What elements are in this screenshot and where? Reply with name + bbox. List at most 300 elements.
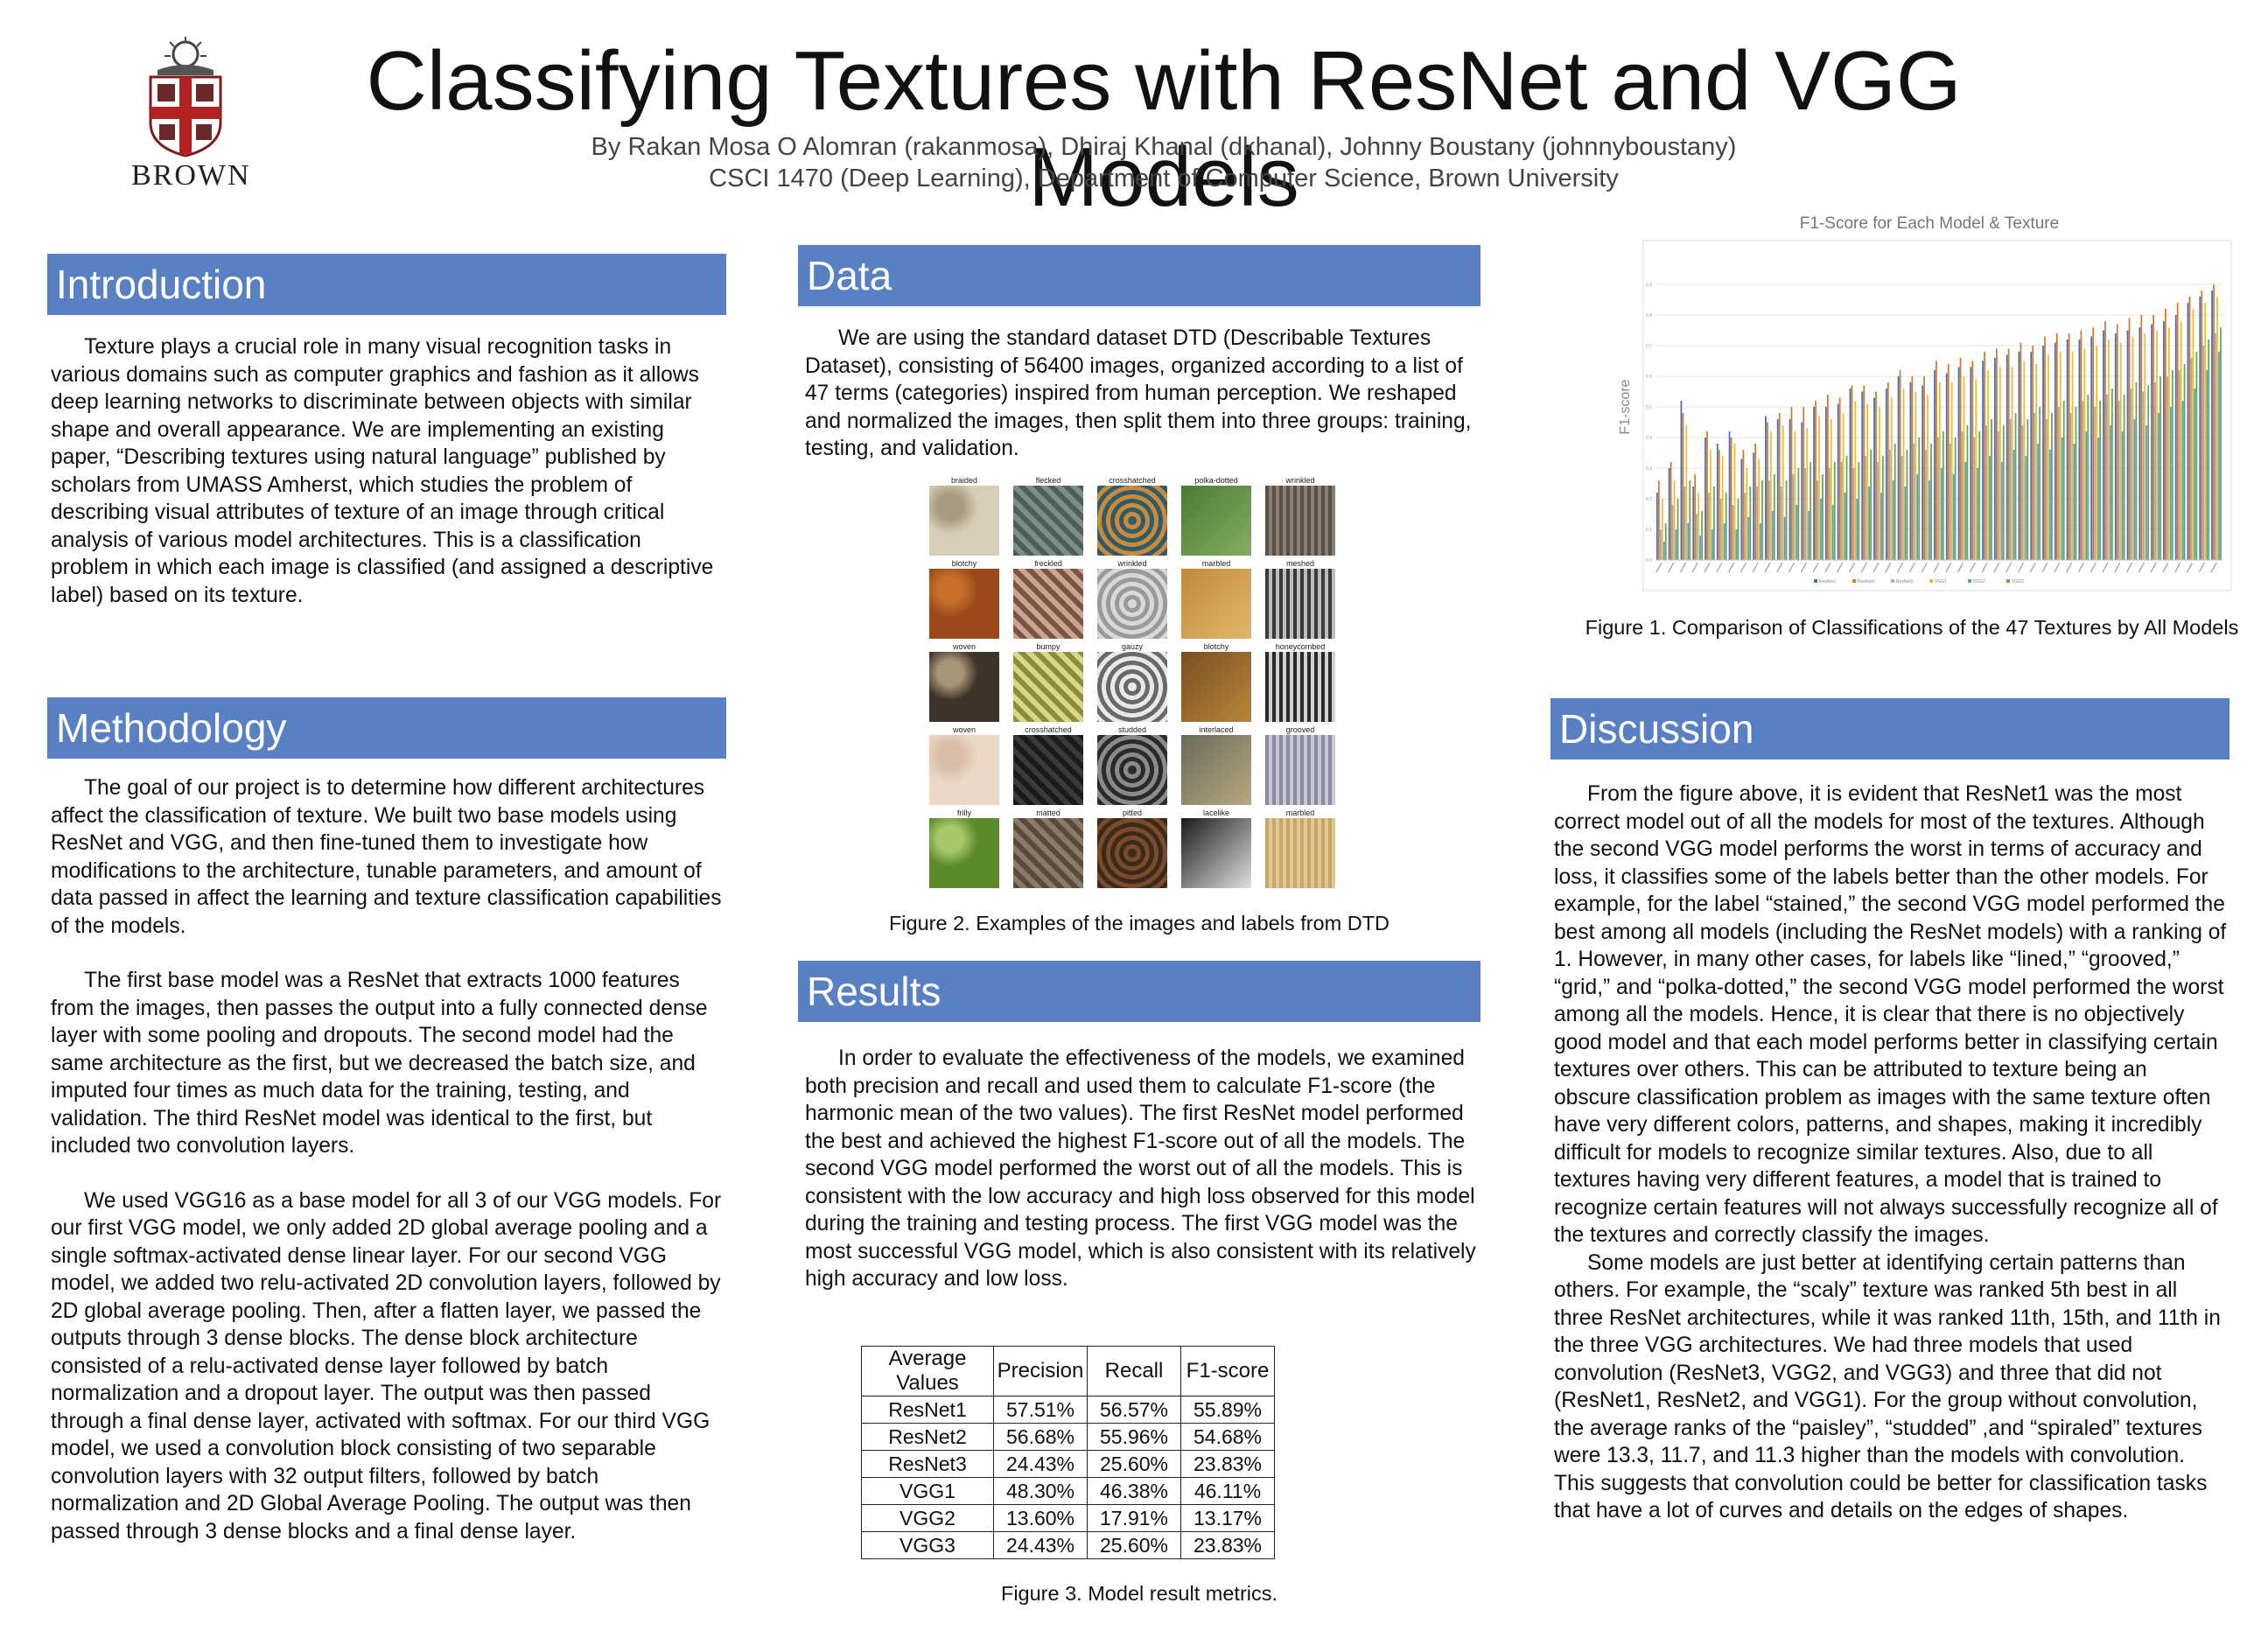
chart-bar bbox=[2025, 456, 2026, 560]
table-row bbox=[862, 1396, 1275, 1424]
chart-bar bbox=[2082, 401, 2083, 560]
chart-bar bbox=[1939, 382, 1941, 560]
chart-bar bbox=[2056, 333, 2058, 560]
chart-bar bbox=[1982, 361, 1984, 561]
chart-bar bbox=[1677, 499, 1679, 560]
chart-bar bbox=[1685, 425, 1687, 560]
chart-y-tick-label: 0.6 bbox=[1646, 374, 1652, 380]
table-cell: ResNet2 bbox=[862, 1424, 994, 1451]
chart-bar bbox=[2068, 333, 2070, 560]
chart-bar bbox=[1665, 523, 1667, 560]
brown-logo bbox=[131, 35, 251, 197]
chart-bar bbox=[1850, 388, 1852, 560]
table-row bbox=[862, 1505, 1275, 1532]
chart-bar bbox=[1784, 517, 1786, 560]
texture-example bbox=[1181, 724, 1251, 805]
chart-bar bbox=[1875, 392, 1877, 561]
table-cell: ResNet3 bbox=[862, 1451, 994, 1478]
table-cell: 56.57% bbox=[1088, 1396, 1181, 1424]
chart-bar bbox=[1922, 386, 1923, 561]
chart-bar bbox=[1891, 398, 1893, 561]
chart-bar bbox=[2054, 343, 2056, 561]
chart-bar bbox=[2175, 315, 2177, 560]
chart-bar bbox=[2042, 346, 2044, 560]
table-cell: VGG3 bbox=[862, 1532, 994, 1559]
texture-label: gauzy bbox=[1121, 642, 1144, 651]
texture-image bbox=[1013, 486, 1083, 556]
texture-label: meshed bbox=[1285, 559, 1315, 568]
chart-bar bbox=[2106, 395, 2108, 560]
texture-example bbox=[1097, 475, 1167, 556]
texture-example bbox=[1265, 558, 1335, 639]
chart-bar bbox=[1804, 468, 1806, 560]
texture-label: polka-dotted bbox=[1194, 476, 1238, 485]
chart-bar bbox=[2202, 346, 2204, 560]
table-cell: 56.68% bbox=[994, 1424, 1088, 1451]
chart-bar bbox=[2058, 407, 2060, 560]
chart-y-tick-label: 0.8 bbox=[1646, 313, 1652, 318]
chart-bar bbox=[1909, 382, 1911, 560]
table-row bbox=[862, 1478, 1275, 1505]
chart-bar bbox=[1975, 380, 1977, 561]
chart-bar bbox=[2134, 419, 2136, 560]
methodology-paragraph: The goal of our project is to determine how different architectures affect the classification of texture. We built two base models using ResNet and VGG, and then fine-tuned them to investigate how modifications to the architecture, tunable parameters, and amount of data passed in affect the learning and texture classification capabilities of the models. bbox=[51, 776, 722, 938]
chart-legend-swatch bbox=[1968, 579, 1971, 583]
chart-legend-swatch bbox=[1814, 579, 1817, 583]
chart-bar bbox=[1663, 542, 1665, 560]
figure1-caption: Figure 1. Comparison of Classifications of the 47 Textures by All Models bbox=[1585, 616, 2239, 639]
chart-bar bbox=[1996, 349, 1998, 561]
chart-bar bbox=[2013, 450, 2015, 560]
chart-y-tick-label: 0.3 bbox=[1646, 466, 1652, 472]
chart-bar bbox=[1841, 462, 1843, 560]
texture-label: wrinkled bbox=[1117, 559, 1147, 568]
table-cell: 13.17% bbox=[1181, 1505, 1275, 1532]
chart-title: F1-Score for Each Model & Texture bbox=[1799, 214, 2060, 233]
chart-bar bbox=[1971, 361, 1973, 561]
chart-legend-swatch bbox=[2006, 579, 2010, 583]
chart-bar bbox=[1827, 395, 1829, 560]
chart-bar bbox=[2111, 388, 2113, 560]
chart-bar bbox=[2037, 444, 2039, 560]
texture-example bbox=[1181, 558, 1251, 639]
texture-image bbox=[1265, 486, 1335, 556]
chart-bar bbox=[1965, 462, 1967, 560]
chart-legend-swatch bbox=[1852, 579, 1856, 583]
chart-bar bbox=[1987, 370, 1989, 560]
chart-bar bbox=[1900, 370, 1901, 560]
chart-bar bbox=[2094, 407, 2096, 560]
chart-bar bbox=[1967, 425, 1969, 560]
chart-bar bbox=[1866, 404, 1868, 561]
chart-bar bbox=[2220, 327, 2222, 560]
chart-bar bbox=[1696, 514, 1698, 561]
chart-bar bbox=[2044, 337, 2046, 561]
chart-bar bbox=[1905, 486, 1907, 560]
results-paragraph: In order to evaluate the effectiveness of the models, we examined both precision and recall and used them to calculate F1-score (the harmonic mean of the two values). The first ResNet model performed the best and achieved the highest F1-score out of all the models. The second VGG model performed the worst out of all the models. This is consistent with the low accuracy and high loss observed for this model during the training and testing process. The first VGG model was the most successful VGG model, which is also consistent with its relatively high accuracy and low loss. bbox=[805, 1046, 1476, 1291]
discussion-paragraph: Some models are just better at identifying certain patterns than others. For example, the “scaly” texture was ranked 5th best in all three ResNet architectures, while it was ranked 11th, 15th, and 11th in the three VGG architectures. We had three models that used convolution (ResNet3, VGG2, and VGG3) and three that did not (ResNet1, ResNet2, and VGG1). For the group without convolution, the average ranks of the “paisley”, “studded” ,and “spiraled” textures were 13.3, 11.7, and 11.3 higher than the models with convolution. This suggests that convolution could be better for classification tasks that have a lot of curves and details on the edges of shapes. bbox=[1554, 1250, 2221, 1522]
chart-bar bbox=[1662, 499, 1663, 560]
texture-label: grooved bbox=[1285, 725, 1315, 734]
chart-y-tick-label: 0.9 bbox=[1646, 283, 1652, 288]
chart-bar bbox=[1706, 431, 1708, 560]
chart-bar bbox=[2062, 438, 2063, 560]
texture-label: lacelike bbox=[1202, 808, 1229, 817]
chart-bar bbox=[2166, 376, 2168, 560]
introduction-body bbox=[51, 333, 724, 609]
table-row bbox=[862, 1451, 1275, 1478]
chart-legend-label: VGG2 bbox=[1973, 579, 1985, 584]
chart-bar bbox=[1749, 486, 1751, 560]
chart-bar bbox=[2146, 425, 2147, 560]
chart-bar bbox=[2136, 382, 2138, 560]
f1-score-chart-svg bbox=[1619, 206, 2240, 599]
chart-bar bbox=[1894, 444, 1896, 560]
chart-bar bbox=[2172, 370, 2174, 560]
table-cell: 48.30% bbox=[994, 1478, 1088, 1505]
chart-bar bbox=[2117, 325, 2118, 561]
chart-bar bbox=[1816, 480, 1818, 560]
texture-example bbox=[929, 641, 999, 722]
texture-example bbox=[1181, 808, 1251, 888]
chart-bar bbox=[1880, 493, 1882, 560]
chart-bar bbox=[2048, 355, 2049, 561]
chart-bar bbox=[2120, 343, 2122, 561]
chart-bar bbox=[1746, 468, 1747, 560]
chart-bar bbox=[2115, 333, 2117, 560]
chart-bar bbox=[1770, 431, 1772, 560]
chart-bar bbox=[2177, 303, 2179, 560]
chart-bar bbox=[2218, 352, 2220, 560]
affiliation: CSCI 1470 (Deep Learning), Department of Computer Science, Brown University bbox=[709, 164, 1619, 192]
chart-bar bbox=[1798, 468, 1800, 560]
chart-y-tick-label: 0.1 bbox=[1646, 528, 1652, 533]
texture-image bbox=[929, 735, 999, 805]
chart-bar bbox=[2022, 425, 2024, 560]
chart-bar bbox=[2090, 337, 2092, 561]
table-cell: 13.60% bbox=[994, 1505, 1088, 1532]
table-header-cell: Recall bbox=[1088, 1347, 1181, 1396]
texture-example bbox=[1097, 724, 1167, 805]
chart-bar bbox=[1736, 529, 1738, 560]
chart-bar bbox=[1656, 493, 1658, 560]
introduction-paragraph: Texture plays a crucial role in many visual recognition tasks in various domains such as computer graphics and fashion as it allows deep learning networks to discriminate between objects with similar shape and overall appearance. We are implementing an existing paper, “Describing textures using natural language” published by scholars from UMASS Amherst, which studies the problem of describing visual attributes of texture of an image through critical analysis of various model architectures. This is a classification problem in which each image is classified (and assigned a descriptive label) based on its texture. bbox=[51, 335, 714, 607]
chart-bar bbox=[2039, 407, 2040, 560]
texture-example bbox=[929, 724, 999, 805]
texture-image bbox=[1097, 569, 1167, 639]
chart-y-tick-label: 0.5 bbox=[1646, 405, 1652, 410]
chart-bar bbox=[2026, 419, 2028, 560]
chart-bar bbox=[1973, 438, 1975, 560]
chart-bar bbox=[1879, 407, 1880, 560]
chart-bar bbox=[2104, 321, 2106, 560]
poster-title: Classifying Textures with ResNet and VGG Models bbox=[366, 34, 1962, 224]
chart-bar bbox=[2015, 413, 2017, 560]
table-cell: 23.83% bbox=[1181, 1532, 1275, 1559]
chart-bar bbox=[1699, 536, 1701, 560]
texture-image bbox=[1013, 569, 1083, 639]
methodology-paragraph: We used VGG16 as a base model for all 3 of our VGG models. For our first VGG model, we only added 2D global average pooling and a single softmax-activated dense linear layer. For our second VGG model, we added two relu-activated 2D convolution layers, followed by 2D global average pooling. Then, after a flatten layer, we passed the outputs through 3 dense blocks. The dense block architecture consisted of a relu-activated dense layer followed by batch normalization and a dropout layer. The output was then passed through a final dense layer, activated with softmax. For our third VGG model, we used a convolution block consisting of two separable convolution layers with 32 output filters, followed by batch normalization and 2D Global Average Pooling. The output was then passed through 3 dense blocks and a final dense layer. bbox=[51, 1188, 722, 1544]
texture-image bbox=[1265, 569, 1335, 639]
chart-bar bbox=[2024, 361, 2026, 561]
chart-y-tick-label: 0.4 bbox=[1646, 436, 1652, 441]
chart-bar bbox=[1958, 368, 1960, 561]
texture-label: braided bbox=[950, 476, 978, 485]
texture-image bbox=[1181, 569, 1251, 639]
texture-label: interlaced bbox=[1199, 725, 1234, 734]
chart-bar bbox=[1712, 529, 1713, 560]
chart-bar bbox=[1740, 459, 1742, 561]
chart-bar bbox=[1825, 407, 1827, 560]
chart-bar bbox=[1670, 462, 1672, 560]
chart-bar bbox=[1768, 480, 1770, 560]
chart-bar bbox=[2147, 386, 2149, 561]
chart-legend-label: VGG1 bbox=[1935, 579, 1947, 584]
chart-bar bbox=[2001, 462, 2003, 560]
table-cell: 55.96% bbox=[1088, 1424, 1181, 1451]
texture-label: crosshatched bbox=[1025, 725, 1072, 734]
chart-bar bbox=[2191, 358, 2193, 560]
chart-bar bbox=[2008, 349, 2010, 561]
chart-bar bbox=[1937, 438, 1939, 560]
texture-label: studded bbox=[1117, 725, 1147, 734]
table-cell: 17.91% bbox=[1088, 1505, 1181, 1532]
chart-legend-swatch bbox=[1929, 579, 1933, 583]
chart-bar bbox=[1747, 517, 1749, 560]
chart-bar bbox=[1942, 431, 1944, 560]
chart-bar bbox=[1870, 450, 1872, 560]
chart-bar bbox=[2216, 297, 2218, 560]
texture-example bbox=[1265, 475, 1335, 556]
chart-bar bbox=[2208, 340, 2209, 560]
chart-bar bbox=[1731, 438, 1732, 560]
chart-y-tick-label: 0.7 bbox=[1646, 344, 1652, 349]
chart-bar bbox=[1846, 456, 1848, 560]
chart-bar bbox=[2189, 297, 2191, 560]
texture-example bbox=[1265, 808, 1335, 888]
chart-bar bbox=[2142, 392, 2144, 561]
chart-bar bbox=[2193, 309, 2194, 560]
chart-legend-label: VGG3 bbox=[2012, 579, 2024, 584]
texture-label: blotchy bbox=[1203, 642, 1229, 651]
chart-bar bbox=[1760, 523, 1761, 560]
discussion-paragraph: From the figure above, it is evident that ResNet1 was the most correct model out of all the models for most of the textures. Although the second VGG model performs the worst in terms of accuracy and loss, it classifies some of the labels better than the other models. For example, for the label “stained,” the second VGG model performed the best among all models (including the ResNet models) with a ranking of 1. However, in many other cases, for labels like “lined,” “grooved,” “grid,” and “polka-dotted,” the second VGG model performed the worst among all the models. Hence, it is clear that there is no objectively good model and that each model performs better in classifying certain textures over others. This can be attributed to texture being an obscure classification problem as images with the same texture often have very different colors, patterns, and shapes, making it incredibly difficult for models to recognize similar textures. Also, due to all textures having very different features, a model that is trained to recognize certain features will not always successfully recognize all of the textures and correctly classify the images. bbox=[1554, 782, 2227, 1247]
table-cell: 24.43% bbox=[994, 1532, 1088, 1559]
texture-example bbox=[1097, 641, 1167, 722]
chart-bar bbox=[2194, 388, 2196, 560]
chart-bar bbox=[2131, 388, 2132, 560]
chart-bar bbox=[2184, 364, 2186, 560]
chart-bar bbox=[1779, 413, 1781, 560]
texture-label: marbled bbox=[1285, 808, 1315, 817]
metrics-table bbox=[861, 1346, 1275, 1559]
texture-example bbox=[1097, 558, 1167, 639]
chart-bar bbox=[2067, 340, 2068, 560]
texture-label: frilly bbox=[957, 808, 971, 817]
chart-bar bbox=[2079, 340, 2081, 560]
table-header-cell: Average Values bbox=[862, 1347, 994, 1396]
chart-bar bbox=[1962, 431, 1964, 560]
table-cell: 25.60% bbox=[1088, 1451, 1181, 1478]
chart-bar bbox=[1753, 453, 1754, 561]
chart-bar bbox=[1853, 468, 1855, 560]
chart-bar bbox=[2030, 352, 2032, 560]
texture-example bbox=[929, 558, 999, 639]
chart-bar bbox=[2122, 431, 2124, 560]
chart-bar bbox=[2019, 352, 2020, 560]
table-cell: 46.38% bbox=[1088, 1478, 1181, 1505]
chart-bar bbox=[2152, 315, 2154, 560]
chart-legend-label: ResNet2 bbox=[1858, 579, 1875, 584]
chart-bar bbox=[1772, 511, 1774, 560]
chart-bar bbox=[2074, 444, 2076, 560]
chart-bar bbox=[2080, 331, 2082, 561]
texture-label: blotchy bbox=[951, 559, 977, 568]
chart-bar bbox=[2140, 315, 2142, 560]
texture-examples-grid bbox=[929, 475, 1349, 891]
table-cell: 57.51% bbox=[994, 1396, 1088, 1424]
chart-bar bbox=[1786, 480, 1788, 560]
data-body bbox=[805, 325, 1479, 463]
chart-bar bbox=[1683, 413, 1684, 560]
chart-bar bbox=[1948, 364, 1950, 560]
discussion-heading: Discussion bbox=[1550, 698, 2230, 760]
chart-bar bbox=[1758, 459, 1760, 561]
chart-bar bbox=[1854, 401, 1856, 560]
texture-image bbox=[1097, 818, 1167, 888]
texture-image bbox=[929, 486, 999, 556]
chart-bar bbox=[2188, 303, 2189, 560]
chart-bar bbox=[1822, 474, 1824, 560]
chart-bar bbox=[1813, 407, 1815, 560]
chart-bar bbox=[1738, 499, 1740, 560]
chart-bar bbox=[2020, 343, 2022, 561]
chart-bar bbox=[2206, 370, 2208, 560]
chart-bar bbox=[2070, 413, 2072, 560]
chart-bar bbox=[2108, 340, 2110, 560]
texture-image bbox=[1265, 652, 1335, 722]
chart-bar bbox=[2085, 431, 2087, 560]
texture-example bbox=[1013, 724, 1083, 805]
chart-bar bbox=[1882, 456, 1884, 560]
chart-bar bbox=[2160, 376, 2161, 560]
texture-label: flecked bbox=[1035, 476, 1061, 485]
discussion-body bbox=[1554, 780, 2228, 1525]
texture-image bbox=[1265, 735, 1335, 805]
chart-bar bbox=[1674, 480, 1676, 560]
chart-bar bbox=[1796, 505, 1798, 560]
chart-bar bbox=[2211, 290, 2213, 560]
table-row bbox=[862, 1532, 1275, 1559]
texture-image bbox=[1097, 652, 1167, 722]
texture-example bbox=[1013, 558, 1083, 639]
methodology-paragraph: The first base model was a ResNet that extracts 1000 features from the images, then passes the output into a fully connected dense layer with some pooling and dropouts. The second model had the same architecture as the first, but we decreased the batch size, and imputed four times as much data for the training, testing, and validation. The third ResNet model was identical to the first, but included two convolution layers. bbox=[51, 969, 708, 1158]
chart-bar bbox=[2215, 333, 2216, 560]
chart-bar bbox=[2103, 331, 2104, 561]
chart-bar bbox=[1916, 474, 1918, 560]
chart-bar bbox=[2110, 425, 2111, 560]
data-heading: Data bbox=[798, 245, 1480, 306]
chart-bar bbox=[1754, 444, 1756, 560]
chart-bar bbox=[1802, 407, 1804, 560]
logo-wordmark: BROWN bbox=[131, 159, 251, 192]
texture-label: honeycombed bbox=[1275, 642, 1326, 651]
chart-bar bbox=[1898, 376, 1900, 560]
chart-bar bbox=[1941, 468, 1942, 560]
chart-bar bbox=[1818, 416, 1820, 561]
results-heading: Results bbox=[798, 961, 1480, 1022]
chart-bar bbox=[1991, 419, 1992, 560]
chart-bar bbox=[1989, 456, 1991, 560]
chart-bar bbox=[1720, 499, 1722, 560]
chart-bar bbox=[2165, 309, 2166, 560]
chart-bar bbox=[1886, 388, 1887, 560]
chart-bar bbox=[1911, 376, 1913, 560]
texture-image bbox=[929, 652, 999, 722]
chart-bar bbox=[2006, 355, 2008, 561]
chart-bar bbox=[1718, 450, 1720, 560]
chart-bar bbox=[1936, 361, 1937, 561]
chart-bar bbox=[1815, 401, 1816, 560]
chart-bar bbox=[1708, 493, 1710, 560]
chart-bar bbox=[2158, 413, 2160, 560]
author-list: By Rakan Mosa O Alomran (rakanmosa), Dhiraj Khanal (dkhanal), Johnny Boustany (johnnyboustany) bbox=[591, 133, 1737, 161]
table-header-cell: F1-score bbox=[1181, 1347, 1275, 1396]
texture-example bbox=[1013, 808, 1083, 888]
chart-bar bbox=[1960, 358, 1962, 560]
chart-bar bbox=[1953, 474, 1955, 560]
chart-bar bbox=[2035, 364, 2037, 560]
chart-bar bbox=[1726, 493, 1727, 560]
chart-bar bbox=[2124, 395, 2125, 560]
texture-image bbox=[1181, 818, 1251, 888]
chart-bar bbox=[1684, 486, 1685, 560]
chart-bar bbox=[2063, 401, 2065, 560]
chart-bar bbox=[2072, 352, 2074, 560]
chart-bar bbox=[2213, 284, 2215, 560]
chart-bar bbox=[1955, 438, 1956, 560]
chart-bar bbox=[1918, 438, 1920, 560]
chart-bar bbox=[2083, 349, 2085, 561]
texture-image bbox=[1013, 818, 1083, 888]
f1-score-chart bbox=[1619, 206, 2240, 599]
chart-bar bbox=[1923, 376, 1925, 560]
table-cell: ResNet1 bbox=[862, 1396, 994, 1424]
chart-legend-label: ResNet1 bbox=[1819, 579, 1837, 584]
texture-example bbox=[1265, 724, 1335, 805]
chart-bar bbox=[1964, 376, 1965, 560]
chart-bar bbox=[2099, 401, 2101, 560]
chart-bar bbox=[1829, 468, 1830, 560]
chart-bar bbox=[2151, 325, 2152, 561]
texture-image bbox=[1097, 735, 1167, 805]
table-cell: 23.83% bbox=[1181, 1451, 1275, 1478]
chart-bar bbox=[2180, 321, 2182, 560]
figure2-caption: Figure 2. Examples of the images and labels from DTD bbox=[888, 912, 1390, 934]
chart-bar bbox=[1777, 419, 1779, 560]
chart-bar bbox=[1978, 431, 1980, 560]
chart-bar bbox=[2087, 395, 2089, 560]
texture-label: marbled bbox=[1201, 559, 1231, 568]
chart-bar bbox=[1704, 438, 1706, 560]
chart-bar bbox=[1765, 416, 1767, 561]
chart-bar bbox=[1852, 386, 1853, 561]
texture-example bbox=[1265, 641, 1335, 722]
chart-bar bbox=[1868, 486, 1870, 560]
chart-bar bbox=[2179, 370, 2180, 560]
chart-bar bbox=[1782, 425, 1784, 560]
chart-bar bbox=[1998, 431, 1999, 560]
